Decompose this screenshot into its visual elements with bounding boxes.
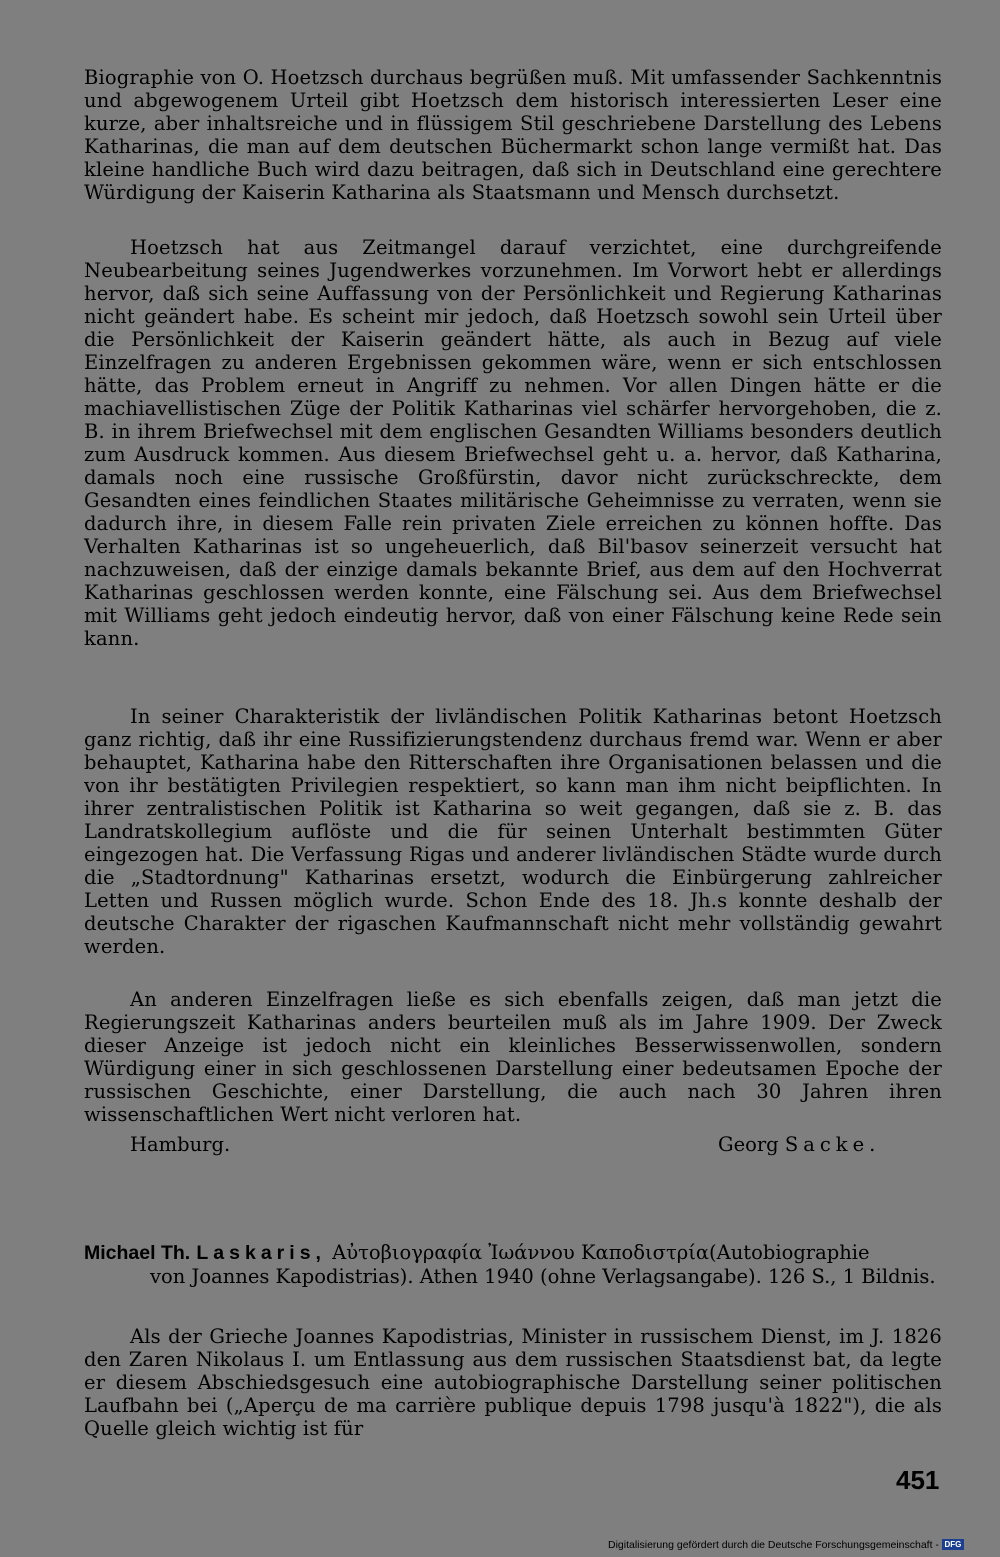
review-author-last: Laskaris, <box>196 1242 326 1264</box>
paragraph-4: An anderen Einzelfragen ließe es sich ebenfalls zeigen, daß man jetzt die Regierungszeit Katharinas anders beurteilen muß als im Jahre 1909. Der Zweck dieser Anzeige ist jedoch nicht ein kleinliches Besserwissenwollen, sondern Würdigung einer in sich geschlossenen Darstellung einer bedeutsamen Epoche der russischen Geschichte, einer Darstellung, die auch nach 30 Jahren ihren wissenschaftlichen Wert nicht verloren hat. <box>84 988 942 1126</box>
signature-author-last: Sacke. <box>784 1133 881 1156</box>
review-author-first: Michael Th. <box>84 1242 191 1264</box>
review-title-rest: (Autobiographie <box>709 1241 870 1264</box>
digitization-footer <box>608 1537 964 1552</box>
signature-author-first: Georg <box>718 1133 779 1156</box>
paragraph-3: In seiner Charakteristik der livländischen Politik Katharinas betont Hoetzsch ganz richtig, daß ihr eine Russifizierungstendenz durchaus fremd war. Wenn er aber behauptet, Katharina habe den Ritterschaften ihre Organisationen belassen und die von ihr bestätigten Privilegien respektiert, so kann man ihm nicht beipflichten. In ihrer zentralistischen Politik ist Katharina so weit gegangen, daß sie z. B. das Landratskollegium auflöste und die für seinen Unterhalt bestimmten Güter eingezogen hat. Die Verfassung Rigas und anderer livländischen Städte wurde durch die „Stadtordnung" Katharinas ersetzt, wodurch die Einbürgerung zahlreicher Letten und Russen möglich wurde. Schon Ende des 18. Jh.s konnte deshalb der deutsche Charakter der rigaschen Kaufmannschaft nicht mehr vollständig gewahrt werden. <box>84 705 942 958</box>
footer-text: Digitalisierung gefördert durch die Deutsche Forschungsgemeinschaft - <box>608 1538 939 1551</box>
review-greek-title: Αὐτοβιογραφία Ἰωάννου Καποδιστρία <box>332 1241 710 1264</box>
paragraph-2: Hoetzsch hat aus Zeitmangel darauf verzichtet, eine durchgreifende Neubearbeitung seines Jugendwerkes vorzunehmen. Im Vorwort hebt er allerdings hervor, daß sich seine Auffassung von der Persönlichkeit und Regierung Katharinas nicht geändert habe. Es scheint mir jedoch, daß Hoetzsch sowohl sein Urteil über die Persönlichkeit der Kaiserin geändert hätte, als auch in Bezug auf viele Einzelfragen zu anderen Ergebnissen gekommen wäre, wenn er sich entschlossen hätte, das Problem erneut in Angriff zu nehmen. Vor allen Dingen hätte er die machiavellistischen Züge der Politik Katharinas viel schärfer hervorgehoben, die z. B. in ihrem Briefwechsel mit dem englischen Gesandten Williams besonders deutlich zum Ausdruck kommen. Aus diesem Briefwechsel geht u. a. hervor, daß Katharina, damals noch eine russische Großfürstin, davor nicht zurückschreckte, dem Gesandten eines feindlichen Staates militärische Geheimnisse zu verraten, wenn sie dadurch ihre, in diesem Falle rein privaten Ziele erreichen zu können hoffte. Das Verhalten Katharinas ist so ungeheuerlich, daß Bil'basov seinerzeit versucht hat nachzuweisen, daß der einzige damals bekannte Brief, aus dem auf den Hochverrat Katharinas geschlossen werden konnte, eine Fälschung sei. Aus dem Briefwechsel mit Williams geht jedoch eindeutig hervor, daß von einer Fälschung keine Rede sein kann. <box>84 236 942 650</box>
paragraph-1: Biographie von O. Hoetzsch durchaus begrüßen muß. Mit umfassender Sachkenntnis und abgewogenem Urteil gibt Hoetzsch dem historisch interessierten Leser eine kurze, aber inhaltsreiche und in flüssigem Stil geschriebene Darstellung des Lebens Katharinas, die man auf dem deutschen Büchermarkt schon lange vermißt hat. Das kleine handliche Buch wird dazu beitragen, daß sich in Deutschland eine gerechtere Würdigung der Kaiserin Katharina als Staatsmann und Mensch durchsetzt. <box>84 66 942 204</box>
signature-city: Hamburg. <box>130 1133 231 1156</box>
page-number: 451 <box>896 1465 940 1495</box>
review-details: von Joannes Kapodistrias). Athen 1940 (ohne Verlagsangabe). 126 S., 1 Bildnis. <box>150 1265 936 1288</box>
paragraph-5: Als der Grieche Joannes Kapodistrias, Minister in russischem Dienst, im J. 1826 den Zaren Nikolaus I. um Entlassung aus dem russischen Staatsdienst bat, da legte er diesem Abschiedsgesuch eine autobiographische Darstellung seiner politischen Laufbahn bei („Aperçu de ma carrière publique depuis 1798 jusqu'à 1822"), die als Quelle gleich wichtig ist für <box>84 1325 942 1440</box>
dfg-logo: DFG <box>942 1539 964 1550</box>
signature-author <box>718 1133 880 1156</box>
review-header <box>84 1241 946 1288</box>
